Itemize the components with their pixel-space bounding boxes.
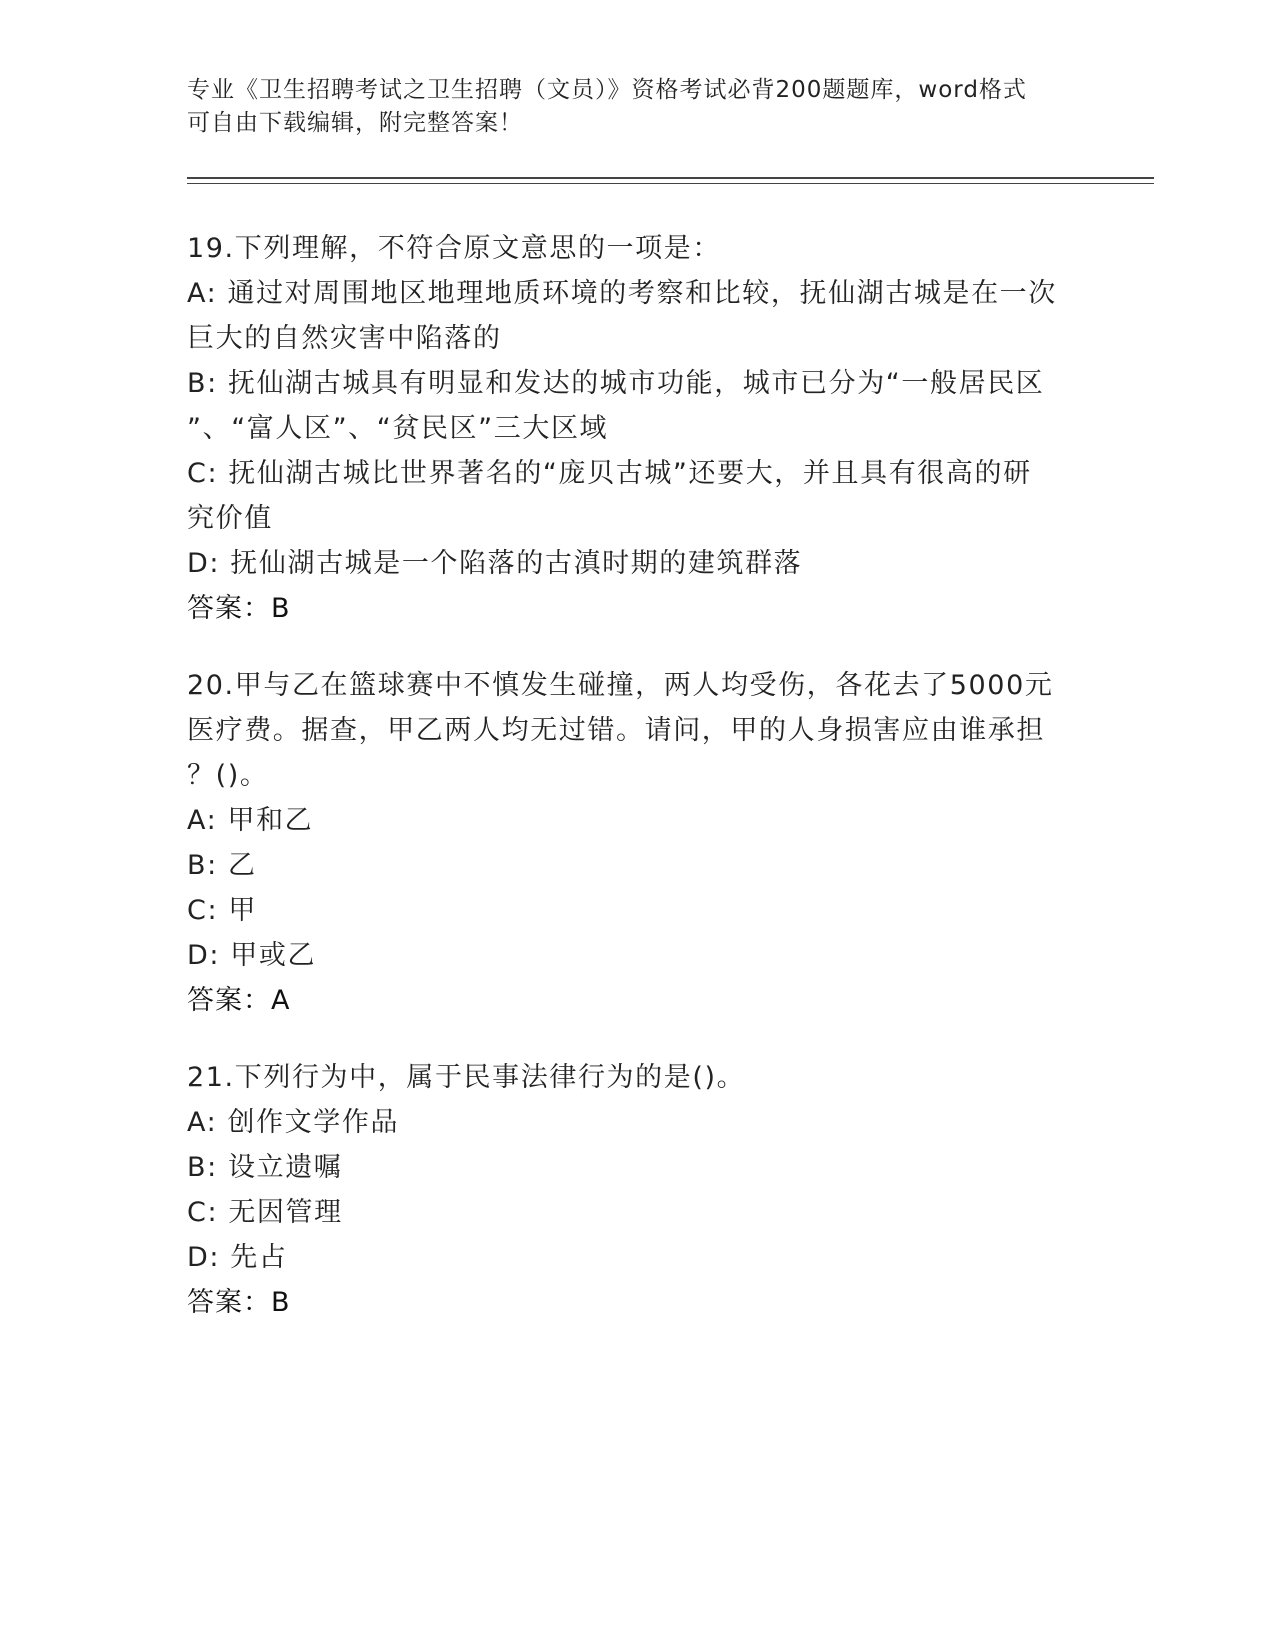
answer: 答案：B [187,593,291,624]
question-21 [187,1055,1087,1325]
question-stem-line-3: ？()。 [187,760,269,791]
option-d: D: 抚仙湖古城是一个陷落的古滇时期的建筑群落 [187,548,803,579]
option-a: A: 通过对周围地区地理地质环境的考察和比较，抚仙湖古城是在一次 巨大的自然灾害中陷落的 [187,278,1057,354]
option-a: A: 甲和乙 [187,805,314,836]
answer: 答案：B [187,1287,291,1318]
option-b: B: 乙 [187,850,257,881]
question-stem-line-1: 20.甲与乙在篮球赛中不慎发生碰撞，两人均受伤，各花去了5000元 [187,670,1054,701]
question-19 [187,226,1087,631]
option-b: B: 抚仙湖古城具有明显和发达的城市功能，城市已分为“一般居民区 ”、“富人区”、“贫民区”三大区域 [187,368,1045,444]
option-d: D: 甲或乙 [187,940,317,971]
question-20 [187,663,1087,1023]
header-line-1: 专业《卫生招聘考试之卫生招聘（文员）》资格考试必背200题题库，word格式 [187,77,1027,103]
option-c: C: 抚仙湖古城比世界著名的“庞贝古城”还要大，并且具有很高的研 究价值 [187,458,1032,534]
answer: 答案：A [187,985,291,1016]
option-d: D: 先占 [187,1242,288,1273]
question-stem: 19.下列理解，不符合原文意思的一项是： [187,233,721,264]
option-c: C: 无因管理 [187,1197,343,1228]
document-header [187,74,1067,140]
question-stem-line-2: 医疗费。据查，甲乙两人均无过错。请问，甲的人身损害应由谁承担 [187,715,1045,746]
question-stem: 21.下列行为中，属于民事法律行为的是()。 [187,1062,746,1093]
option-c: C: 甲 [187,895,257,926]
header-divider [187,177,1154,184]
option-b: B: 设立遗嘱 [187,1152,343,1183]
header-line-2: 可自由下载编辑，附完整答案！ [187,110,523,136]
option-a: A: 创作文学作品 [187,1107,400,1138]
